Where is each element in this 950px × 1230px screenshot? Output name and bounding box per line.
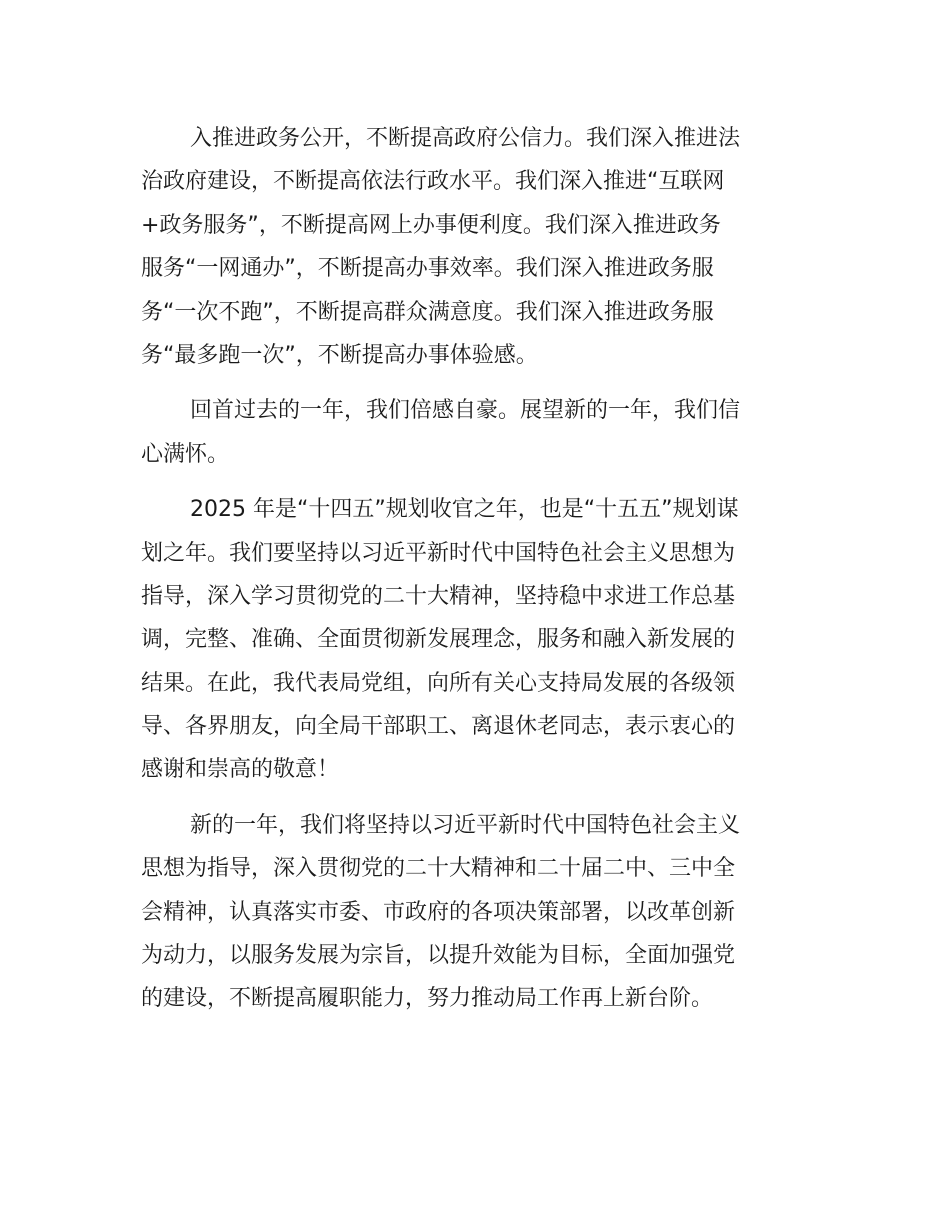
paragraph-line: 新的一年，我们将坚持以习近平新时代中国特色社会主义 xyxy=(190,812,741,838)
paragraph-line: 会精神，认真落实市委、市政府的各项决策部署，以改革创新 xyxy=(141,899,736,925)
paragraph-line: 2025 年是“十四五”规划收官之年，也是“十五五”规划谋 xyxy=(190,497,739,523)
paragraph-line: 导、各界朋友，向全局干部职工、离退休老同志，表示衷心的 xyxy=(141,714,736,740)
paragraph-line: 治政府建设，不断提高依法行政水平。我们深入推进“互联网 xyxy=(141,169,725,195)
paragraph-line: 服务“一网通办”，不断提高办事效率。我们深入推进政务服 xyxy=(141,256,714,282)
document-body xyxy=(141,117,813,1021)
paragraph-3 xyxy=(141,488,813,792)
paragraph-line: 思想为指导，深入贯彻党的二十大精神和二十届二中、三中全 xyxy=(141,856,736,882)
paragraph-line: 务“一次不跑”，不断提高群众满意度。我们深入推进政务服 xyxy=(141,299,714,325)
paragraph-2 xyxy=(141,389,813,476)
paragraph-line: +政务服务”，不断提高网上办事便利度。我们深入推进政务 xyxy=(141,212,721,238)
paragraph-line: 务“最多跑一次”，不断提高办事体验感。 xyxy=(141,342,538,368)
paragraph-line: 的建设，不断提高履职能力，努力推动局工作再上新台阶。 xyxy=(141,986,714,1012)
paragraph-4 xyxy=(141,804,813,1021)
paragraph-line: 指导，深入学习贯彻党的二十大精神，坚持稳中求进工作总基 xyxy=(141,583,736,609)
paragraph-1 xyxy=(141,117,813,377)
paragraph-line: 回首过去的一年，我们倍感自豪。展望新的一年，我们信 xyxy=(190,398,741,424)
paragraph-line: 调，完整、准确、全面贯彻新发展理念，服务和融入新发展的 xyxy=(141,627,736,653)
paragraph-line: 心满怀。 xyxy=(141,441,230,467)
paragraph-line: 划之年。我们要坚持以习近平新时代中国特色社会主义思想为 xyxy=(141,540,736,566)
paragraph-line: 结果。在此，我代表局党组，向所有关心支持局发展的各级领 xyxy=(141,670,736,696)
paragraph-line: 入推进政务公开，不断提高政府公信力。我们深入推进法 xyxy=(190,126,741,151)
paragraph-line: 感谢和崇高的敬意！ xyxy=(141,757,340,783)
paragraph-line: 为动力，以服务发展为宗旨，以提升效能为目标，全面加强党 xyxy=(141,943,736,969)
